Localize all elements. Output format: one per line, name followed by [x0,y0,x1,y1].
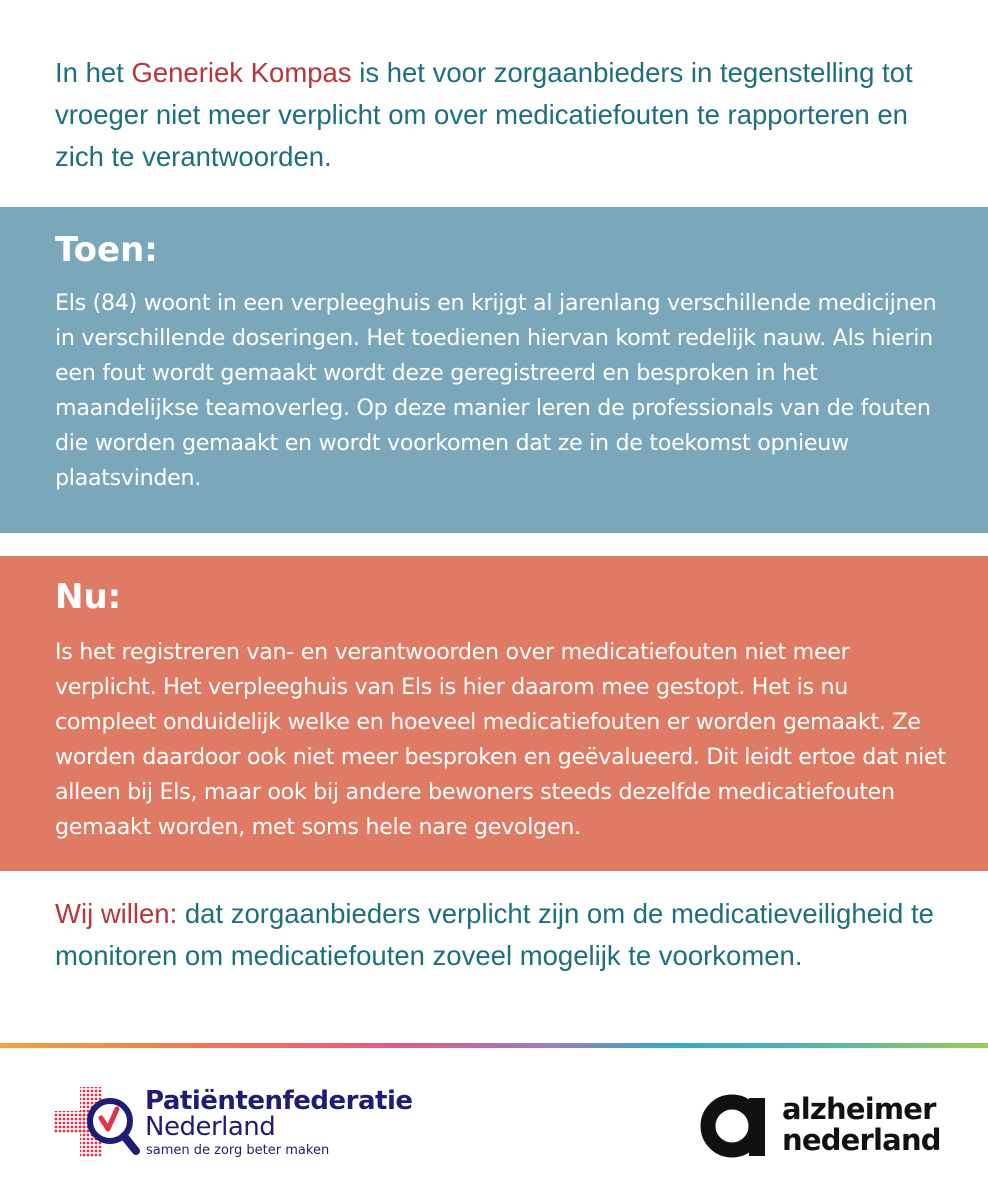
alzheimer-nederland-logo [700,1090,940,1160]
letter-a-icon [700,1090,766,1158]
alzheimer-wordmark [782,1094,941,1156]
wish-text [55,893,935,977]
patientenfederatie-sub: Nederland [145,1112,276,1142]
then-heading: Toen: [55,230,158,270]
intro-rest: is het voor zorgaanbieders in tegenstelling tot vroeger niet meer verplicht om over medicatiefouten te rapporteren en zich te verantwoorden. [55,57,913,172]
intro-lead: In het [55,57,132,88]
now-body: Is het registreren van- en verantwoorden over medicatiefouten niet meer verplicht. Het verpleeghuis van Els is hier daarom mee gestopt. Het is nu compleet onduidelijk welke en hoeveel medicatiefouten er worden gemaakt. Ze worden daardoor ook niet meer besproken en geëvalueerd. Dit leidt ertoe dat niet alleen bij Els, maar ook bij andere bewoners steeds dezelfde medicatiefouten gemaakt worden, met soms hele nare gevolgen. [55,639,946,840]
then-body: Els (84) woont in een verpleeghuis en krijgt al jarenlang verschillende medicijnen in verschillende doseringen. Het toedienen hiervan komt redelijk nauw. Als hierin een fout wordt gemaakt wordt deze geregistreerd en besproken in het maandelijkse teamoverleg. Op deze manier leren de professionals van de fouten die worden gemaakt en wordt voorkomen dat ze in de toekomst opnieuw plaatsvinden. [55,290,937,491]
intro-highlight: Generiek Kompas [131,57,352,88]
patientenfederatie-logo [54,1085,414,1160]
rainbow-divider [0,1043,988,1048]
wish-body: dat zorgaanbieders verplicht zijn om de medicatieveiligheid te monitoren om medicatiefouten zoveel mogelijk te voorkomen. [55,898,934,971]
patientenfederatie-name: Patiëntenfederatie [145,1086,413,1116]
wish-label: Wij willen: [55,898,178,929]
now-panel [0,556,988,871]
intro-text [55,52,935,178]
patientenfederatie-tagline: samen de zorg beter maken [146,1143,330,1158]
alzheimer-line1: alzheimer [782,1092,936,1126]
now-heading: Nu: [55,577,122,617]
check-magnifier-icon [54,1085,142,1160]
then-panel [0,207,988,533]
alzheimer-line2: nederland [782,1123,941,1157]
